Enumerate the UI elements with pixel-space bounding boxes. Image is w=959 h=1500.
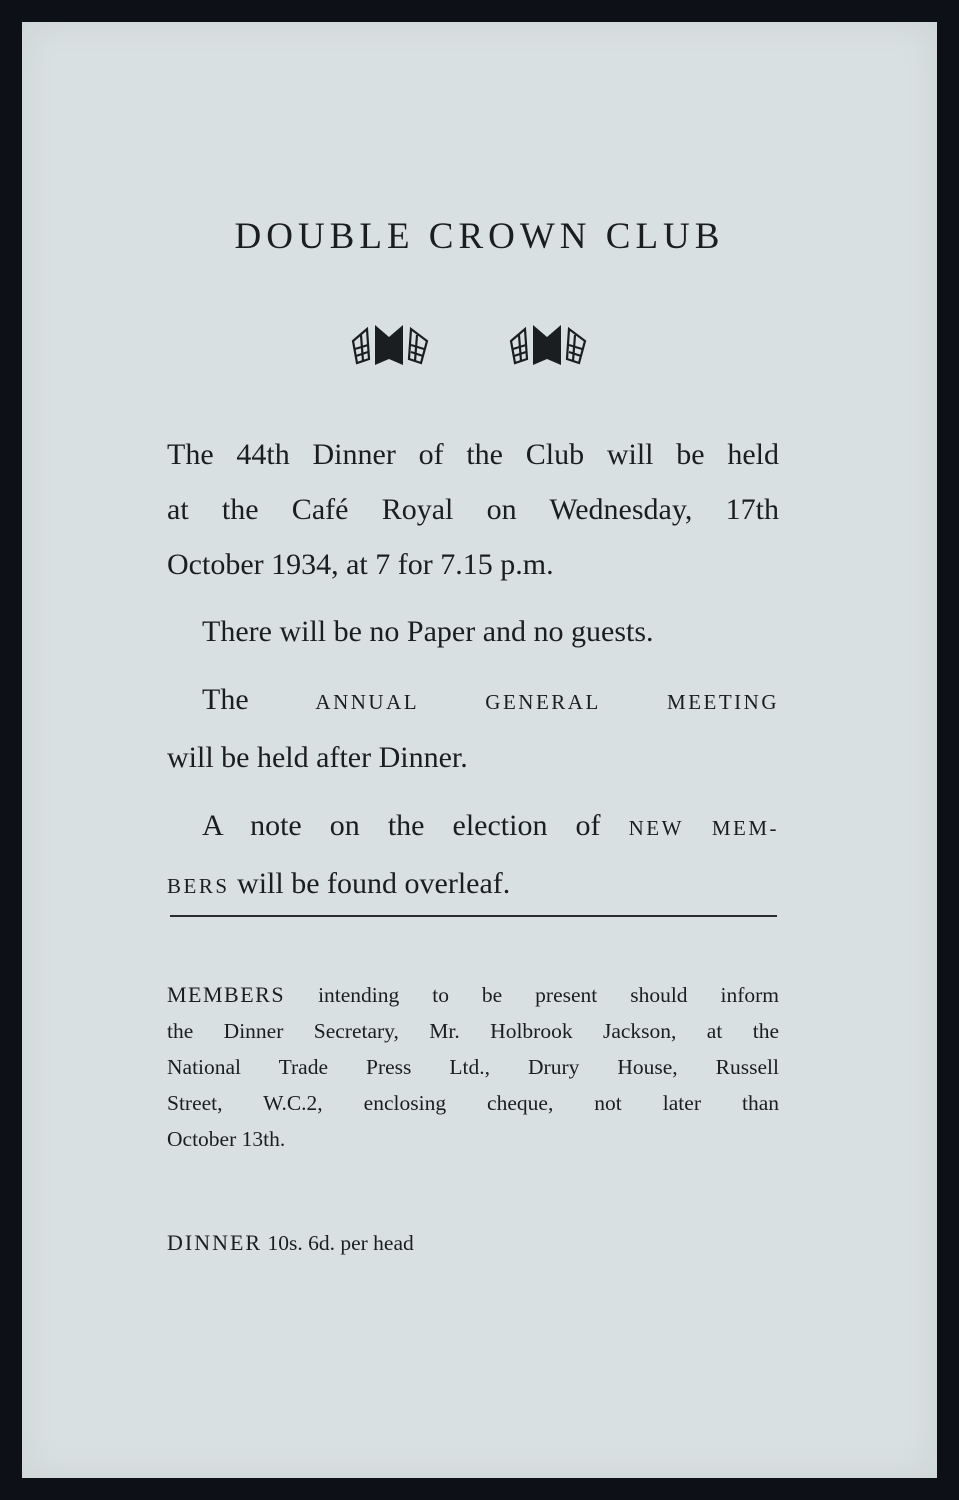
- invitation-card: [22, 22, 937, 1478]
- announcement-line: at the Café Royal on Wednesday, 17th: [167, 493, 779, 526]
- new-members-small-caps-2: BERS: [167, 874, 230, 898]
- club-title: DOUBLE CROWN CLUB: [234, 216, 725, 257]
- new-members-small-caps-1: NEW MEM-: [628, 816, 779, 840]
- members-line: MEMBERS intending to be present should inform: [167, 982, 780, 1007]
- members-line: the Dinner Secretary, Mr. Holbrook Jackson, at the: [167, 1019, 779, 1043]
- no-paper-notice: There will be no Paper and no guests.: [202, 615, 654, 648]
- members-lead: MEMBERS: [167, 982, 286, 1007]
- dinner-price: [167, 1230, 414, 1256]
- divider-rule: [170, 915, 777, 917]
- members-notice: [167, 977, 779, 1157]
- agm-line-2: will be held after Dinner.: [167, 741, 468, 774]
- announcement-line: The 44th Dinner of the Club will be held: [167, 438, 779, 471]
- members-line: Street, W.C.2, enclosing cheque, not later than: [167, 1091, 779, 1115]
- crown-ornament-icon: [505, 319, 590, 371]
- members-line: National Trade Press Ltd., Drury House, Russell: [167, 1055, 779, 1079]
- agm-prefix: The: [202, 683, 249, 716]
- new-members-line-1: [167, 798, 779, 856]
- agm-small-caps: ANNUAL GENERAL MEETING: [315, 690, 779, 714]
- announcement-line: October 1934, at 7 for 7.15 p.m.: [167, 548, 554, 581]
- dinner-announcement: [167, 427, 779, 592]
- dinner-price-text: 10s. 6d. per head: [267, 1231, 414, 1255]
- crown-ornament-icon: [347, 319, 432, 371]
- dinner-lead: DINNER: [167, 1230, 263, 1255]
- new-members-prefix: A note on the election of: [202, 809, 601, 842]
- members-line: October 13th.: [167, 1127, 286, 1151]
- new-members-suffix: will be found overleaf.: [237, 867, 511, 900]
- new-members-line-2: [167, 867, 510, 900]
- agm-line-1: [167, 672, 779, 730]
- ornament-row: [347, 319, 597, 379]
- new-members-notice: [167, 798, 779, 914]
- agm-notice: [167, 672, 779, 785]
